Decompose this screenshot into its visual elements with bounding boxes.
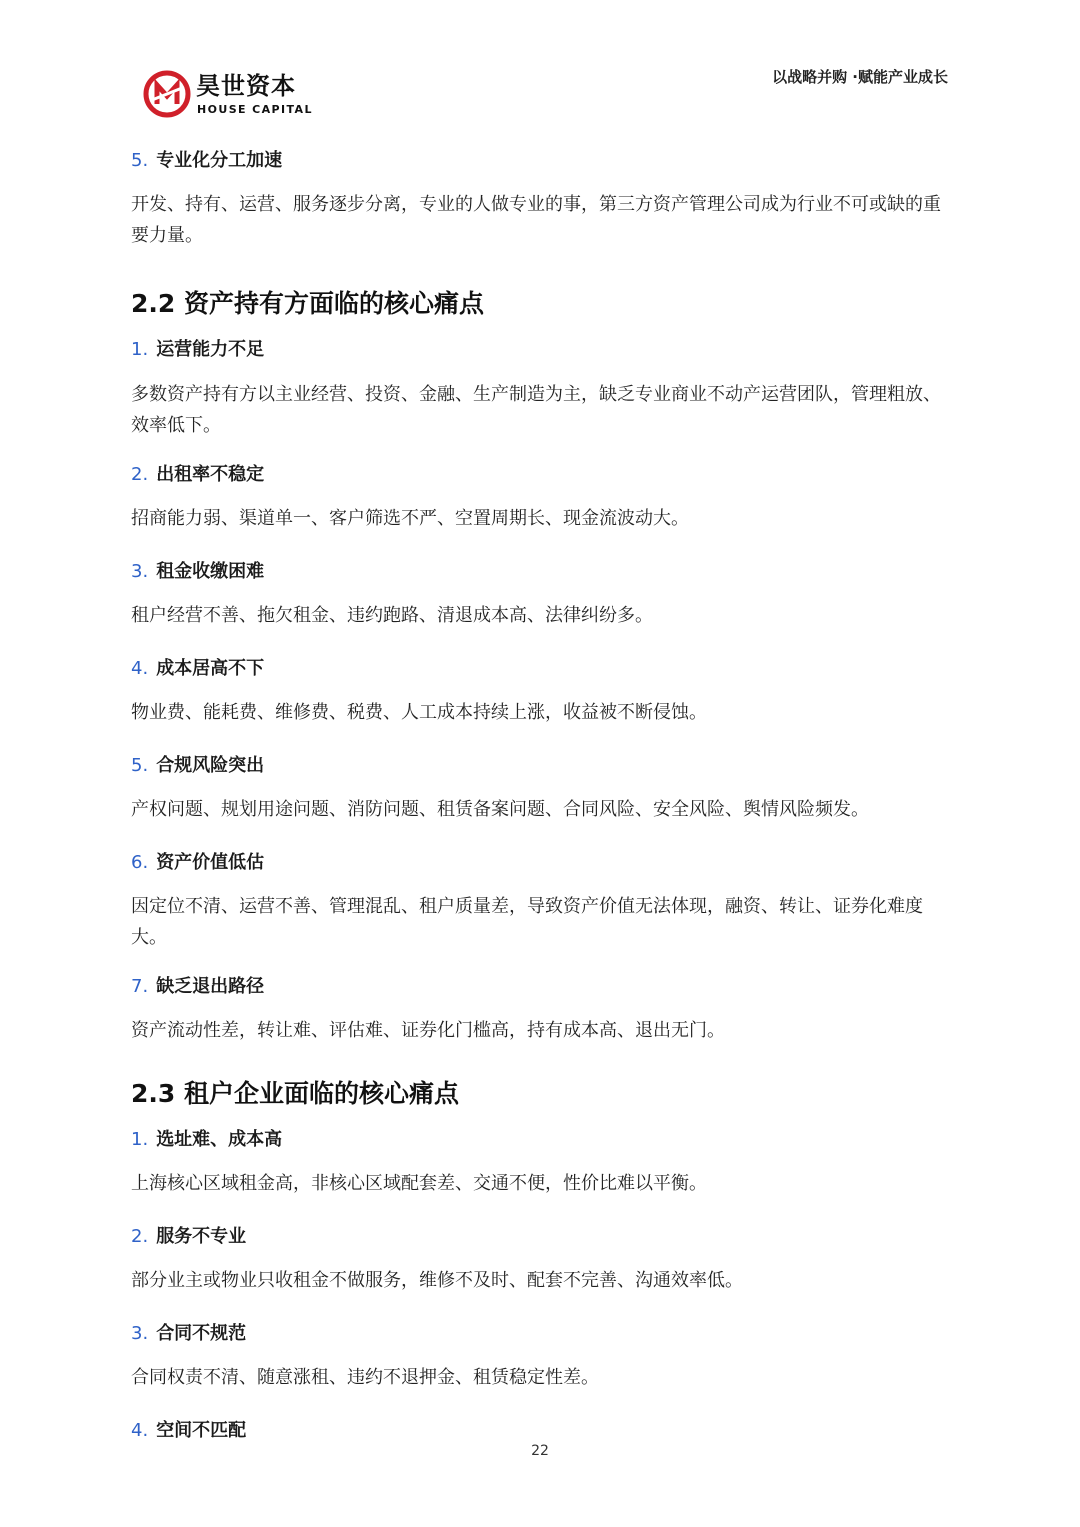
paragraph: 多数资产持有方以主业经营、投资、金融、生产制造为主，缺乏专业商业不动产运营团队，管理粗放、效率低下。 [131,384,941,436]
list-item-title [131,337,951,363]
list-item-heading: 出租率不稳定 [156,464,265,485]
paragraph: 合同权责不清、随意涨租、违约不退押金、租赁稳定性差。 [131,1367,599,1388]
list-item-heading: 成本居高不下 [156,658,265,679]
list-item-heading: 空间不匹配 [156,1420,247,1441]
list-item-heading: 选址难、成本高 [156,1129,283,1150]
page-number: 22 [531,1443,549,1459]
section-heading: 2.2 资产持有方面临的核心痛点 [131,289,484,318]
list-item-number: 1. [131,339,149,360]
list-item-heading: 运营能力不足 [156,339,265,360]
document-body [131,148,951,1444]
list-item-heading: 租金收缴困难 [156,561,265,582]
list-item-number: 7. [131,976,149,997]
list-item-title [131,1418,951,1444]
list-item-title [131,148,951,174]
list-item-number: 6. [131,852,149,873]
paragraph: 物业费、能耗费、维修费、税费、人工成本持续上涨，收益被不断侵蚀。 [131,702,707,723]
list-item-number: 5. [131,755,149,776]
list-item-title [131,462,951,488]
logo-chinese-name: 昊世资本 [196,72,296,100]
logo-mark-icon [143,70,191,118]
page-header [0,60,1080,130]
list-item-title [131,1321,951,1347]
list-item-title [131,974,951,1000]
paragraph: 租户经营不善、拖欠租金、违约跑路、清退成本高、法律纠纷多。 [131,605,653,626]
paragraph: 招商能力弱、渠道单一、客户筛选不严、空置周期长、现金流波动大。 [131,508,689,529]
paragraph: 上海核心区域租金高，非核心区域配套差、交通不便，性价比难以平衡。 [131,1173,707,1194]
list-item-title [131,850,951,876]
house-capital-logo [143,70,323,118]
list-item-title [131,559,951,585]
list-item-heading: 服务不专业 [156,1226,247,1247]
header-slogan: 以战略并购 ·赋能产业成长 [772,68,948,86]
list-item-title [131,1127,951,1153]
list-item-heading: 缺乏退出路径 [156,976,265,997]
list-item-heading: 合规风险突出 [156,755,265,776]
paragraph: 部分业主或物业只收租金不做服务，维修不及时、配套不完善、沟通效率低。 [131,1270,743,1291]
logo-english-name: HOUSE CAPITAL [197,103,313,116]
list-item-heading: 合同不规范 [156,1323,247,1344]
section-heading: 2.3 租户企业面临的核心痛点 [131,1079,459,1108]
paragraph: 产权问题、规划用途问题、消防问题、租赁备案问题、合同风险、安全风险、舆情风险频发。 [131,799,869,820]
paragraph: 因定位不清、运营不善、管理混乱、租户质量差，导致资产价值无法体现，融资、转让、证券化难度大。 [131,896,923,948]
paragraph: 开发、持有、运营、服务逐步分离，专业的人做专业的事，第三方资产管理公司成为行业不可或缺的重要力量。 [131,194,941,246]
list-item-number: 5. [131,150,149,171]
list-item-heading: 资产价值低估 [156,852,265,873]
list-item-heading: 专业化分工加速 [156,150,283,171]
list-item-number: 3. [131,1323,149,1344]
list-item-title [131,1224,951,1250]
list-item-number: 4. [131,1420,149,1441]
list-item-number: 3. [131,561,149,582]
list-item-number: 2. [131,464,149,485]
list-item-number: 2. [131,1226,149,1247]
list-item-title [131,656,951,682]
list-item-number: 4. [131,658,149,679]
paragraph: 资产流动性差，转让难、评估难、证券化门槛高，持有成本高、退出无门。 [131,1020,725,1041]
list-item-number: 1. [131,1129,149,1150]
list-item-title [131,753,951,779]
